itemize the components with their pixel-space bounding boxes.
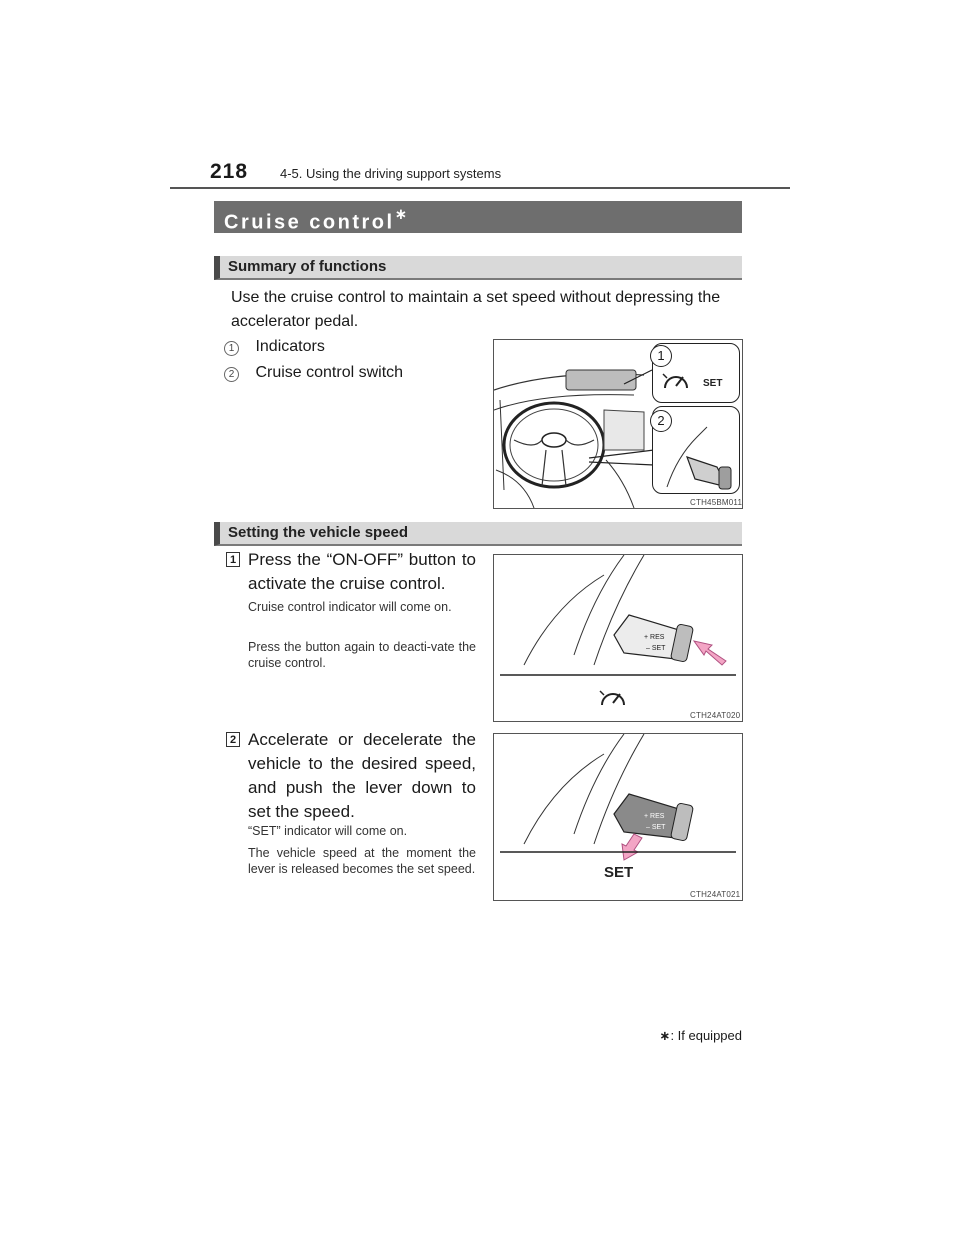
footnote — [660, 1028, 742, 1044]
item-label: Cruise control switch — [255, 364, 404, 381]
step-1-instruction: Press the “ON-OFF” button to activate the cruise control. — [248, 550, 476, 593]
callout-number-1: 1 — [650, 345, 672, 367]
step-1-note-2: Press the button again to deacti-vate the cruise control. — [248, 640, 476, 670]
summary-heading: Summary of functions — [214, 256, 742, 280]
figure-code: CTH24AT021 — [690, 890, 741, 899]
step-2-instruction: Accelerate or decelerate the vehicle to the desired speed, and push the lever down to set the speed. — [248, 730, 476, 821]
summary-item-indicators — [224, 335, 325, 359]
set-speed-figure — [493, 733, 743, 901]
footnote-mark: ∗ — [659, 1028, 671, 1043]
cruise-indicator-icon — [661, 368, 691, 394]
figure-code: CTH24AT020 — [690, 711, 741, 720]
summary-item-switch — [224, 361, 403, 385]
item-number: 1 — [224, 341, 239, 356]
step-2-note-1: “SET” indicator will come on. — [248, 824, 408, 838]
dashboard-figure — [493, 339, 743, 509]
step-number-2: 2 — [226, 732, 240, 747]
item-label: Indicators — [255, 338, 325, 355]
setting-heading: Setting the vehicle speed — [214, 522, 742, 546]
item-number: 2 — [224, 367, 239, 382]
page-number: 218 — [210, 160, 249, 183]
step-number-1: 1 — [226, 552, 240, 567]
svg-text:+ RES: + RES — [644, 813, 665, 820]
summary-intro: Use the cruise control to maintain a set speed without depressing the accelerator pedal. — [231, 289, 721, 330]
step-1-note-1: Cruise control indicator will come on. — [248, 600, 452, 614]
set-indicator-text: SET — [703, 378, 723, 389]
set-indicator-text: SET — [604, 864, 634, 881]
footnote-text: : If equipped — [670, 1028, 742, 1043]
svg-text:– SET: – SET — [646, 645, 666, 652]
step-2-note-2: The vehicle speed at the moment the lever is released becomes the set speed. — [248, 846, 476, 876]
section-title — [214, 201, 742, 233]
on-off-illustration — [494, 555, 742, 721]
on-off-figure — [493, 554, 743, 722]
header-rule — [170, 187, 790, 189]
equipped-mark: ∗ — [394, 206, 408, 223]
svg-text:– SET: – SET — [646, 824, 666, 831]
callout-number-2: 2 — [650, 410, 672, 432]
section-title-text: Cruise control — [224, 211, 395, 234]
figure-code: CTH45BM011 — [690, 498, 743, 507]
svg-text:+ RES: + RES — [644, 634, 665, 641]
running-head: 4-5. Using the driving support systems — [280, 166, 502, 181]
